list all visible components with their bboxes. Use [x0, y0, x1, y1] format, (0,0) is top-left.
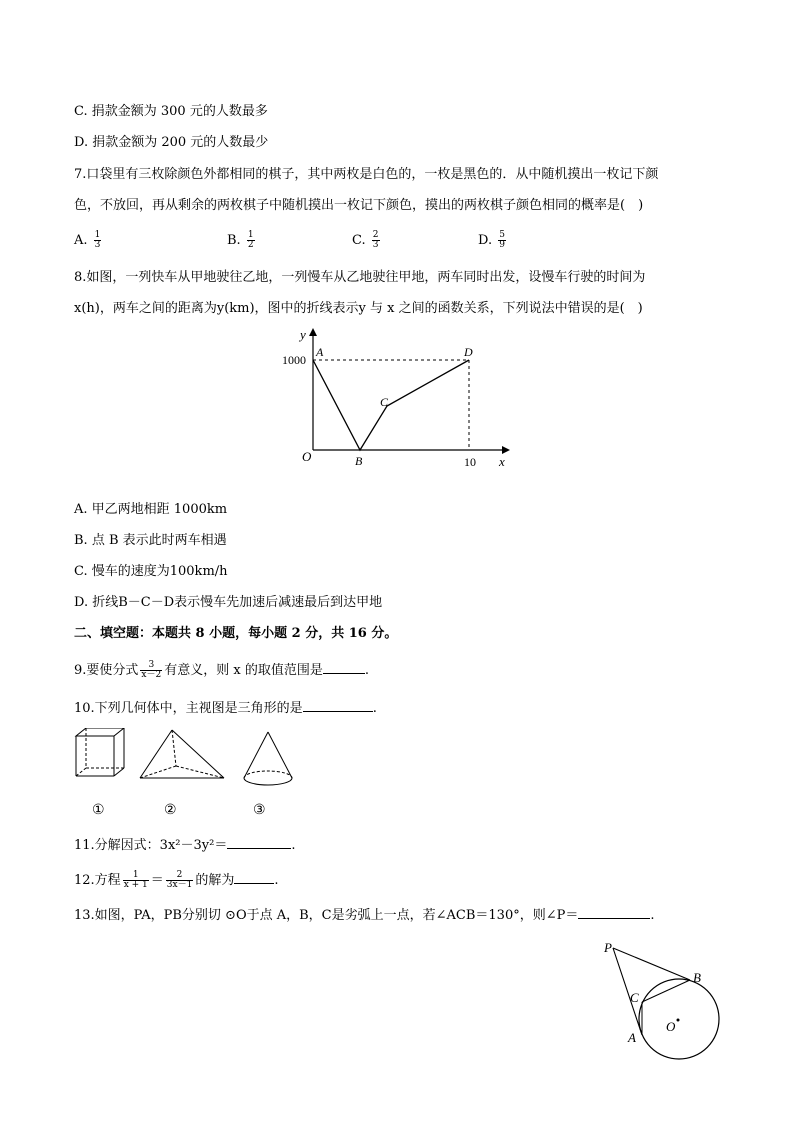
q8-option-b: B. 点 B 表示此时两车相遇 — [74, 533, 227, 548]
q13-circle-tangent-figure — [596, 936, 726, 1066]
point-c-label: C — [380, 395, 389, 409]
q10: 10.下列几何体中，主视图是三角形的是 . — [74, 701, 377, 716]
y-axis-arrow — [309, 328, 317, 336]
q12-fraction-right: $\frac{2}{3x-1}$ — [166, 870, 193, 890]
q7-stem-line2: 色，不放回，再从剩余的两枚棋子中随机摸出一枚记下颜色，摸出的两枚棋子颜色相同的概率是( ) — [74, 198, 644, 213]
option-label: B. — [227, 233, 241, 248]
q13: 13.如图，PA，PB分别切 ⊙O于点 A，B，C是劣弧上一点，若∠ACB＝130°，则∠P＝ . — [74, 908, 655, 923]
point-a-label: A — [628, 1030, 636, 1045]
triangular-prism-icon — [76, 728, 124, 776]
q7-stem-line1: 7.口袋里有三枚除颜色外都相同的棋子，其中两枚是白色的，一枚是黑色的．从中随机摸出一枚记下颜 — [74, 167, 659, 182]
q13-text: 13.如图，PA，PB分别切 ⊙O于点 A，B，C是劣弧上一点，若∠ACB＝130°，则∠P＝ — [74, 908, 579, 923]
point-b-label: B — [355, 454, 363, 468]
q11: 11.分解因式：3x²－3y²＝ . — [74, 838, 296, 853]
point-d-label: D — [464, 345, 473, 359]
option-fraction: $\frac{1}{2}$ — [247, 230, 254, 250]
q12-answer-blank[interactable] — [234, 871, 274, 884]
point-c-label: C — [630, 990, 639, 1005]
point-b-label: B — [693, 970, 701, 985]
solid-label-2: ② — [164, 803, 177, 818]
q8-option-a: A. 甲乙两地相距 1000km — [74, 502, 228, 517]
chord-cb — [642, 980, 690, 1002]
q6-option-d: D. 捐款金额为 200 元的人数最少 — [74, 135, 269, 150]
solid-label-3: ③ — [253, 803, 266, 818]
q8-stem-line2: x(h)，两车之间的距离为y(km)，图中的折线表示y 与 x 之间的函数关系，下列说法中错误的是( ) — [74, 301, 643, 316]
q8-distance-time-graph — [280, 322, 520, 472]
q8-option-d: D. 折线B－C－D表示慢车先加速后减速最后到达甲地 — [74, 595, 383, 610]
q12-post: 的解为 — [195, 873, 235, 888]
q10-text: 10.下列几何体中，主视图是三角形的是 — [74, 701, 303, 716]
q8-stem-line1: 8.如图，一列快车从甲地驶往乙地，一列慢车从乙地驶往甲地，两车同时出发，设慢车行驶的时间为 — [74, 270, 646, 285]
q9-answer-blank[interactable] — [323, 661, 365, 674]
q9-pre: 9.要使分式 — [74, 663, 139, 678]
center-o-label: O — [666, 1019, 676, 1034]
q10-answer-blank[interactable] — [303, 699, 373, 712]
tangent-pb — [613, 948, 690, 980]
q9: 9.要使分式 $\frac{3}{x-2}$ 有意义，则 x 的取值范围是 . — [74, 660, 369, 680]
q6-option-c: C. 捐款金额为 300 元的人数最多 — [74, 104, 268, 119]
solid-label-1: ① — [92, 803, 105, 818]
q7-option-d — [478, 231, 508, 250]
q12-pre: 12.方程 — [74, 873, 121, 888]
cone-icon — [244, 732, 292, 785]
center-dot — [677, 1019, 680, 1022]
q9-fraction: $\frac{3}{x-2}$ — [141, 660, 162, 680]
q11-text: 11.分解因式：3x²－3y²＝ — [74, 838, 228, 853]
option-label: D. — [478, 233, 493, 248]
q8-option-c: C. 慢车的速度为100km/h — [74, 564, 228, 579]
point-p-label: P — [604, 940, 612, 955]
q9-post: 有意义，则 x 的取值范围是 — [164, 663, 323, 678]
option-fraction: $\frac{5}{9}$ — [499, 230, 505, 250]
y-axis-label: y — [300, 327, 306, 342]
pyramid-icon — [140, 730, 224, 778]
origin-label: O — [302, 449, 312, 464]
option-fraction: $\frac{1}{3}$ — [94, 230, 101, 250]
q10-solids-figure — [70, 728, 310, 824]
option-fraction: $\frac{2}{3}$ — [372, 230, 379, 250]
q13-answer-blank[interactable] — [578, 906, 650, 919]
q11-answer-blank[interactable] — [227, 836, 291, 849]
section-heading: 二、填空题：本题共 8 小题，每小题 2 分，共 16 分。 — [74, 626, 398, 641]
point-a-label: A — [316, 345, 324, 359]
option-label: A. — [74, 233, 88, 248]
x-axis-label: x — [499, 454, 505, 469]
y-tick-1000: 1000 — [282, 353, 306, 367]
distance-polyline — [313, 360, 469, 450]
q7-option-b — [227, 231, 257, 250]
q12-fraction-left: $\frac{1}{x + 1}$ — [123, 870, 148, 890]
x-axis-arrow — [502, 446, 510, 454]
x-tick-10: 10 — [464, 455, 476, 469]
q12: 12.方程 $\frac{1}{x + 1}$ ＝ $\frac{2}{3x-1}$ 的解为 . — [74, 870, 279, 890]
option-label: C. — [352, 233, 366, 248]
q7-option-c — [352, 231, 382, 250]
q7-option-a — [74, 231, 103, 250]
